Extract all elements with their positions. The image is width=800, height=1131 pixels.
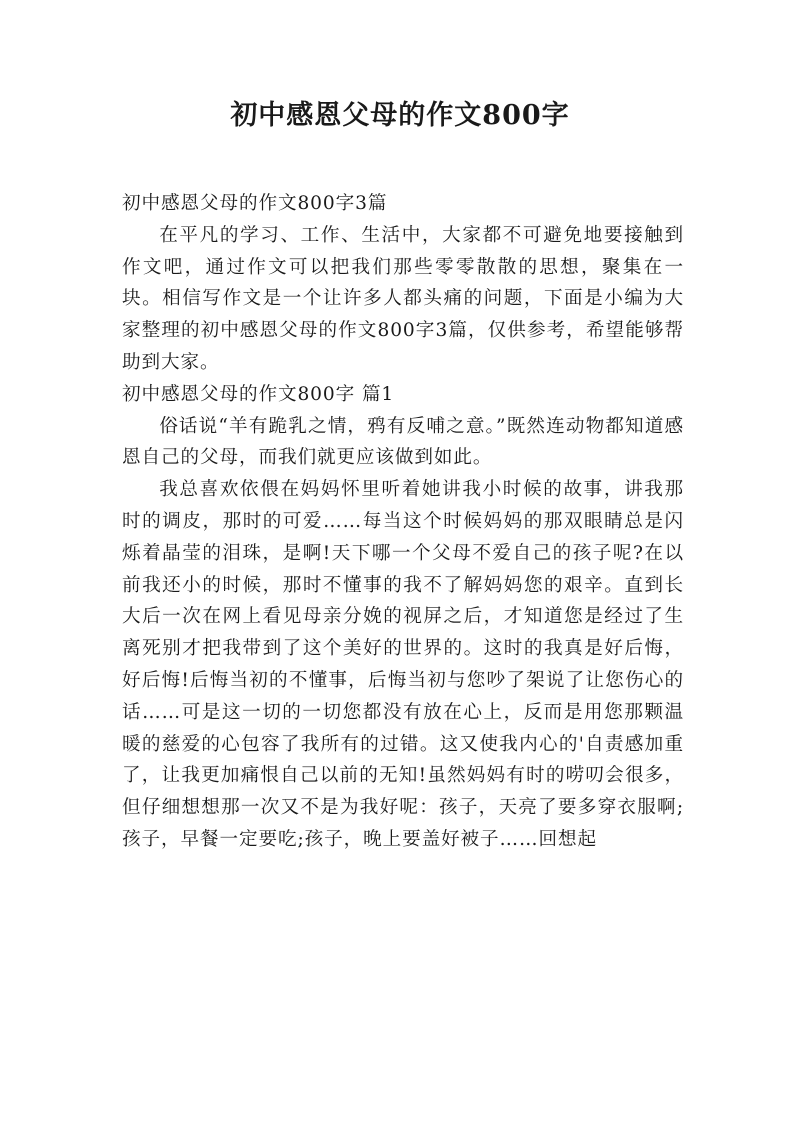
section-heading: 初中感恩父母的作文800字3篇	[122, 193, 388, 214]
document-title: 初中感恩父母的作文800字	[230, 100, 570, 131]
document-body	[122, 188, 684, 856]
body-paragraph: 俗话说“羊有跪乳之情，鸦有反哺之意。”既然连动物都知道感恩自己的父母，而我们就更应该做到如此。	[122, 415, 684, 469]
body-paragraph: 在平凡的学习、工作、生活中，大家都不可避免地要接触到作文吧，通过作文可以把我们那些零零散散的思想，聚集在一块。相信写作文是一个让许多人都头痛的问题，下面是小编为大家整理的初中感恩父母的作文800字3篇，仅供参考，希望能够帮助到大家。	[122, 224, 684, 373]
body-paragraph: 我总喜欢依偎在妈妈怀里听着她讲我小时候的故事，讲我那时的调皮，那时的可爱……每当这个时候妈妈的那双眼睛总是闪烁着晶莹的泪珠，是啊!天下哪一个父母不爱自己的孩子呢?在以前我还小的时候，那时不懂事的我不了解妈妈您的艰辛。直到长大后一次在网上看见母亲分娩的视屏之后，才知道您是经过了生离死别才把我带到了这个美好的世界的。这时的我真是好后悔，好后悔!后悔当初的不懂事，后悔当初与您吵了架说了让您伤心的话……可是这一切的一切您都没有放在心上，反而是用您那颗温暖的慈爱的心包容了我所有的过错。这又使我内心的'自责感加重了，让我更加痛恨自己以前的无知!虽然妈妈有时的唠叨会很多，但仔细想想那一次又不是为我好呢：孩子，天亮了要多穿衣服啊;孩子，早餐一定要吃;孩子，晚上要盖好被子……回想起	[122, 479, 684, 850]
section-heading: 初中感恩父母的作文800字 篇1	[122, 383, 395, 405]
